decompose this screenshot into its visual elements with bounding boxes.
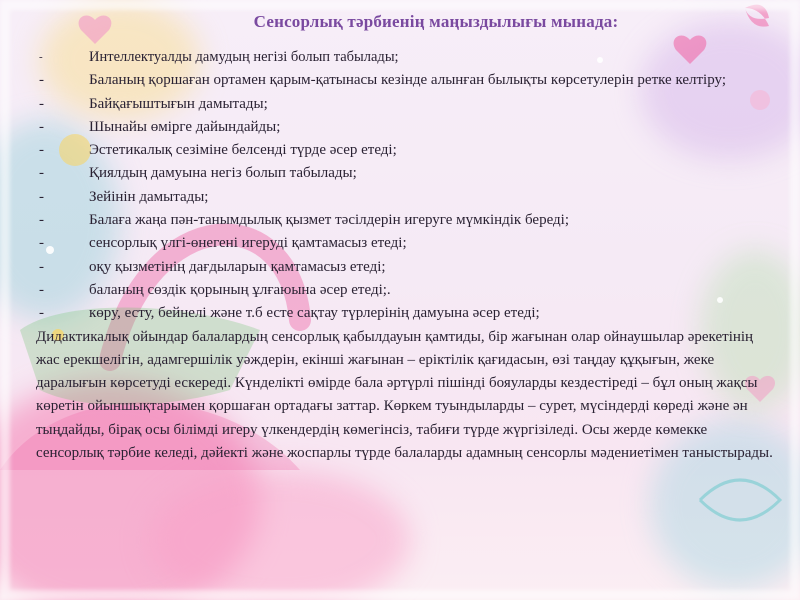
list-item: [36, 186, 776, 209]
body-paragraph: Дидактикалық ойындар балалардың сенсорлық қабылдауын қамтиды, бір жағынан олар ойнаушылар әрекетінің жас ерекшелігін, адамгершілік уәждерін, екінші жағынан – еріктілік қағидасын, өзі таңдау құқығын, жеке даралығын көрсетуді ескереді. Күнделікті өмірде бала әртүрлі пішінді бояуларды кездестіреді – бұл оның жақсы көретін ойыншықтарымен қоршаған ортадағы заттар. Көркем туындыларды – сурет, мүсіндерді көреді және ән тыңдайды, бірақ осы білімді игеру үлкендердің көмегінсіз, табиғи түрде жүргізіледі. Осы жерде көмекке сенсорлық тәрбие келеді, дәйекті және жоспарлы түрде балаларды адамның сенсорлы мәдениетімен таныстырады.: [36, 328, 773, 462]
bullet-dash: -: [39, 305, 44, 322]
list-item: [36, 279, 776, 302]
bullet-dash: -: [39, 165, 44, 182]
list-item: [36, 46, 776, 69]
bullet-dash: -: [39, 142, 44, 159]
list-item-text: баланың сөздік қорының ұлғаюына әсер етеді;.: [89, 281, 391, 298]
list-item: [36, 69, 776, 92]
list-item-text: көру, есту, бейнелі және т.б есте сақтау түрлерінің дамуына әсер етеді;: [89, 305, 540, 322]
slide-title: Сенсорлық тәрбиенің маңыздылығы мынада:: [253, 12, 619, 31]
list-item: [36, 256, 776, 279]
list-item: [36, 162, 776, 185]
list-item-text: Шынайы өмірге дайындайды;: [89, 118, 281, 135]
benefits-list: [36, 46, 776, 326]
list-item: [36, 93, 776, 116]
list-item-text: Балаға жаңа пән-танымдылық қызмет тәсілдерін игеруге мүмкіндік береді;: [89, 212, 569, 229]
bullet-dash: -: [39, 118, 44, 135]
list-item-text: Қиялдың дамуына негіз болып табылады;: [89, 165, 357, 182]
list-item-text: оқу қызметінің дағдыларын қамтамасыз етеді;: [89, 258, 386, 275]
slide-content: [36, 8, 776, 465]
bullet-dash: -: [39, 212, 44, 229]
list-item-text: Зейінін дамытады;: [89, 188, 209, 205]
list-item-text: Эстетикалық сезіміне белсенді түрде әсер етеді;: [89, 142, 397, 159]
list-item-text: Баланың қоршаған ортамен қарым-қатынасы кезінде алынған былықты көрсетулерін ретке келтіру;: [89, 72, 726, 89]
bullet-dash: -: [39, 188, 44, 205]
bullet-dash: -: [39, 258, 44, 275]
list-item-text: Байқағыштығын дамытады;: [89, 95, 268, 112]
list-item: [36, 302, 776, 325]
list-item: [36, 232, 776, 255]
list-item-text: сенсорлық үлгі-өнегені игеруді қамтамасыз етеді;: [89, 235, 407, 252]
bullet-dash: -: [39, 281, 44, 298]
bullet-dash: -: [39, 235, 44, 252]
list-item-text: Интеллектуалды дамудың негізі болып табылады;: [89, 49, 399, 65]
list-item: [36, 209, 776, 232]
list-item: [36, 139, 776, 162]
bullet-dash: -: [39, 95, 44, 112]
list-item: [36, 116, 776, 139]
bullet-dash: -: [39, 51, 43, 63]
bullet-dash: -: [39, 72, 44, 89]
